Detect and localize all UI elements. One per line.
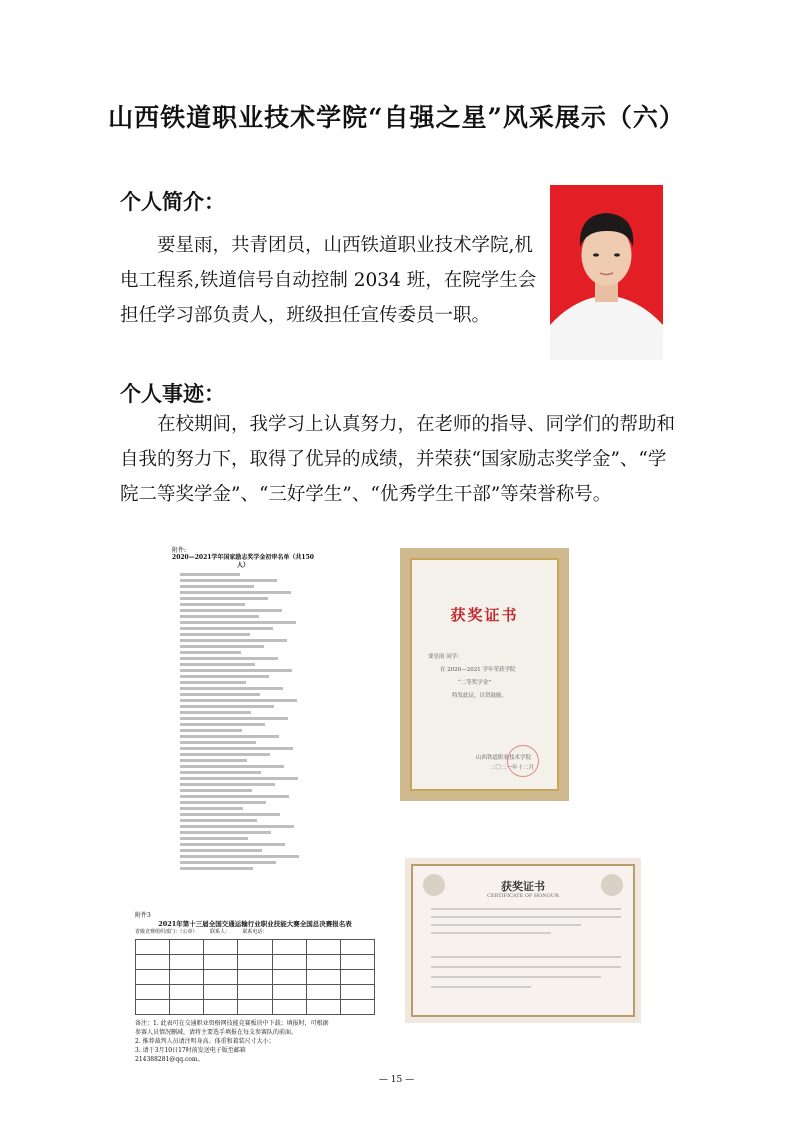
reg-note: 参赛人员情况删减，请将主要选手填报在每支参赛队的前面。 (135, 1029, 298, 1036)
intro-line: 要星雨，共青团员，山西铁道职业技术学院,机 (157, 235, 533, 256)
intro-heading: 个人简介： (120, 189, 225, 214)
student-portrait (550, 185, 663, 360)
list-line (180, 615, 259, 618)
list-line (180, 837, 248, 840)
seal-stamp (507, 745, 539, 777)
reg-doc-tag: 附件3 (135, 912, 151, 919)
list-line (180, 681, 246, 684)
list-line (180, 699, 297, 702)
deeds-heading: 个人事迹： (120, 381, 225, 406)
list-line (180, 831, 271, 834)
cert1-line2: “二等奖学金” (458, 680, 492, 686)
page-number: — 15 — (378, 1075, 415, 1085)
list-line (180, 843, 285, 846)
list-line (180, 705, 274, 708)
list-line (180, 813, 280, 816)
list-line (180, 573, 240, 576)
list-line (180, 663, 255, 666)
deeds-line: 院二等奖学金”、“三好学生”、“优秀学生干部”等荣誉称号。 (120, 484, 612, 505)
list-line (180, 825, 294, 828)
cert1-date: 二〇二一年十二月 (490, 765, 535, 771)
registration-table (135, 939, 375, 1015)
list-line (180, 639, 287, 642)
cert2-subtitle: CERTIFICATE OF HONOUR (487, 893, 559, 899)
list-line (180, 579, 277, 582)
page-title: 山西铁道职业技术学院“自强之星”风采展示（六） (108, 103, 685, 132)
reg-note: 2. 推荐裁判人员请注明身高、体重和着装尺寸大小； (135, 1038, 275, 1045)
list-line (180, 693, 260, 696)
cert1-name: 要星雨 同学： (428, 654, 463, 660)
reg-note: 214388281@qq.com。 (135, 1056, 204, 1063)
scholarship-list-image (168, 545, 318, 900)
list-line (180, 597, 268, 600)
cert1-title: 获奖证书 (450, 606, 519, 624)
list-line (180, 861, 276, 864)
registration-form-image (135, 910, 375, 1085)
list-doc-tag: 附件: (172, 547, 187, 554)
reg-doc-org: 省级竞赛组织部门：（公章） 联系人： 联系电话： (135, 929, 268, 935)
list-line (180, 585, 254, 588)
deeds-line: 在校期间，我学习上认真努力，在老师的指导、同学们的帮助和 (157, 414, 676, 435)
reg-doc-title: 2021年第十三届全国交通运输行业职业技能大赛全国总决赛报名表 (158, 920, 352, 928)
list-line (180, 717, 288, 720)
reg-notes (135, 1019, 375, 1064)
list-line (180, 651, 241, 654)
list-line (180, 765, 284, 768)
list-line (180, 789, 252, 792)
list-line (180, 657, 278, 660)
list-line (180, 741, 256, 744)
intro-paragraph (120, 228, 536, 333)
list-line (180, 591, 291, 594)
list-line (180, 645, 264, 648)
reg-note: 备注：1. 此表可在交通职业资格网技能竞赛板块中下载；填报时，可根据 (135, 1020, 329, 1027)
list-line (180, 723, 265, 726)
list-line (180, 675, 269, 678)
intro-line: 电工程系,铁道信号自动控制 2034 班，在院学生会 (120, 270, 537, 291)
cert1-line1: 在 2020—2021 学年荣获学院 (440, 667, 516, 673)
cert2-title: 获奖证书 (501, 880, 545, 893)
list-line (180, 759, 247, 762)
list-line (180, 795, 289, 798)
list-line (180, 777, 298, 780)
list-line (180, 633, 250, 636)
award-certificate-photo (400, 548, 569, 801)
list-line (180, 783, 275, 786)
list-doc-title: 2020—2021学年国家励志奖学金初审名单（共150人） (172, 554, 314, 569)
cert1-issuer: 山西铁道职业技术学院 (476, 755, 532, 761)
list-line (180, 711, 251, 714)
list-line (180, 849, 262, 852)
list-line (180, 687, 283, 690)
cert1-line3: 特发此证，以资鼓励。 (452, 693, 508, 699)
list-line (180, 819, 257, 822)
list-line (180, 621, 296, 624)
competition-certificate-photo (405, 858, 641, 1023)
deeds-line: 自我的努力下，取得了优异的成绩，并荣获“国家励志奖学金”、“学 (120, 449, 667, 470)
list-line (180, 669, 292, 672)
list-line (180, 609, 282, 612)
list-line (180, 867, 253, 870)
list-line (180, 627, 273, 630)
list-line (180, 753, 270, 756)
list-line (180, 747, 293, 750)
deeds-paragraph (120, 407, 675, 512)
list-line (180, 603, 245, 606)
reg-note: 3. 请于3月10日17时前发送电子版至邮箱 (135, 1047, 246, 1054)
list-line (180, 729, 242, 732)
list-line (180, 771, 261, 774)
intro-line: 担任学习部负责人，班级担任宣传委员一职。 (120, 305, 491, 326)
list-line (180, 801, 266, 804)
list-line (180, 735, 279, 738)
list-line (180, 807, 243, 810)
list-line (180, 855, 299, 858)
